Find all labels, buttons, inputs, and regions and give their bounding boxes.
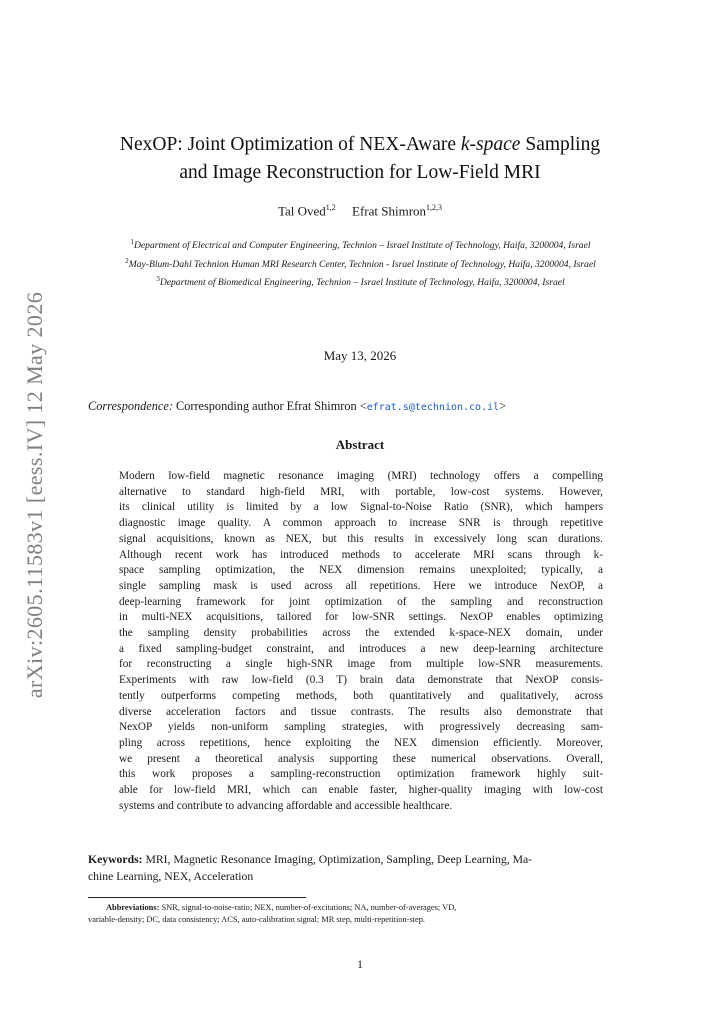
publication-date: May 13, 2026: [323, 348, 397, 363]
keywords: [88, 851, 636, 885]
abstract-line: systems and contribute to advancing affordable and accessible healthcare.: [119, 799, 453, 812]
abstract-line: space sampling optimization, the NEX dimension remains unexploited; typically, a: [119, 564, 603, 577]
abstract-line: able for low-field MRI, which can enable faster, higher-quality imaging with low-cost: [119, 784, 603, 797]
correspondence-close: >: [499, 399, 507, 413]
abbreviations-line: Abbreviations: SNR, signal-to-noise-ratio; NEX, number-of-excitations; NA, number-of-averages; VD,: [88, 902, 636, 914]
affiliation: $^1$Department of Electrical and Computer Engineering, Technion – Israel Institute of Technology, Haifa, 3200004, Israel: [130, 238, 591, 252]
abstract-line: the sampling density probabilities across the extended k-space-NEX domain, under: [119, 627, 603, 640]
abstract-line: deep-learning framework for joint optimization of the sampling and reconstruction: [119, 595, 603, 608]
correspondence-email-link[interactable]: efrat.s@technion.co.il: [366, 402, 500, 413]
title-line-1: NexOP: Joint Optimization of NEX-Aware k-space Sampling: [119, 134, 601, 155]
abstract-body: [119, 469, 603, 814]
abstract-line: NexOP yields non-uniform sampling strategies, with progressively decreasing sam-: [119, 721, 603, 734]
paper-title: [60, 131, 660, 187]
abstract-line: tently outperforms competing methods, both quantitatively and qualitatively, across: [119, 689, 603, 702]
keywords-label: Keywords:: [88, 853, 143, 866]
abstract-line: single sampling mask is used across all repetitions. Here we introduce NexOP, a: [119, 579, 603, 592]
abstract-line: signal acquisitions, known as NEX, but this results in excessively long scan durations.: [119, 532, 603, 545]
author-list: [60, 203, 660, 219]
keywords-line: chine Learning, NEX, Acceleration: [88, 870, 254, 883]
abbreviations-footnote: [88, 902, 636, 926]
arxiv-identifier: arXiv:2605.11583v1 [eess.IV] 12 May 2026: [22, 291, 47, 699]
abstract-line: diverse acceleration factors and tissue contrasts. The results also demonstrate that: [119, 705, 603, 718]
author-name: Efrat Shimron: [352, 203, 427, 219]
affiliation: $^3$Department of Biomedical Engineering, Technion – Israel Institute of Technology, Haifa, 3200004, Israel: [156, 275, 565, 289]
abstract-line: in multi-NEX acquisitions, tailored for low-SNR settings. NexOP enables optimizing: [119, 611, 603, 624]
abstract-line: a fixed sampling-budget constraint, and introduces a new deep-learning architecture: [119, 642, 603, 655]
correspondence-label: Correspondence:: [88, 399, 173, 413]
abstract-line: Modern low-field magnetic resonance imaging (MRI) technology offers a compelling: [119, 470, 603, 482]
author-affiliation-marker: 1,2: [325, 203, 336, 212]
abstract-line: its clinical utility is limited by a low Signal-to-Noise Ratio (SNR), which hampers: [119, 501, 603, 514]
abstract-line: alternative to standard high-field MRI, with portable, low-cost systems. However,: [119, 485, 603, 498]
footnote-rule: [88, 897, 306, 898]
abstract-heading: Abstract: [335, 437, 385, 452]
abstract-line: diagnostic image quality. A common approach to increase SNR is through repetitive: [119, 517, 603, 530]
keywords-line: Keywords: MRI, Magnetic Resonance Imaging, Optimization, Sampling, Deep Learning, Ma-: [88, 853, 533, 866]
abstract-line: this work proposes a sampling-reconstruction optimization framework highly suit-: [119, 768, 603, 781]
correspondence-text: Corresponding author Efrat Shimron <: [176, 399, 367, 413]
author-name: Tal Oved: [277, 203, 326, 219]
correspondence: [88, 399, 648, 414]
abstract-line: we present a theoretical analysis supporting these numerical observations. Overall,: [119, 752, 603, 765]
abbreviations-label: Abbreviations:: [106, 903, 160, 912]
abbreviations-line: variable-density; DC, data consistency; ACS, auto-calibration signal; MR step, multi-repetition-step.: [88, 915, 426, 924]
affiliation: $^2$May-Blum-Dahl Technion Human MRI Research Center, Technion - Israel Institute of Technology, Haifa, 3200004, Israel: [125, 256, 596, 270]
author-affiliation-marker: 1,2,3: [426, 203, 443, 212]
title-line-2: and Image Reconstruction for Low-Field MRI: [179, 162, 541, 183]
abstract-line: Experiments with raw low-field (0.3 T) brain data demonstrate that NexOP consis-: [119, 674, 603, 687]
abstract-line: for reconstructing a single high-SNR image from multiple low-SNR measurements.: [119, 658, 603, 671]
abstract-line: Although recent work has introduced methods to accelerate MRI scans through k-: [119, 548, 603, 561]
abstract-line: pling across repetitions, hence exploiting the NEX dimension efficiently. Moreover,: [119, 736, 603, 749]
page-number: 1: [357, 957, 363, 971]
arxiv-side-stamp: [20, 290, 50, 700]
affiliations: [88, 235, 633, 291]
